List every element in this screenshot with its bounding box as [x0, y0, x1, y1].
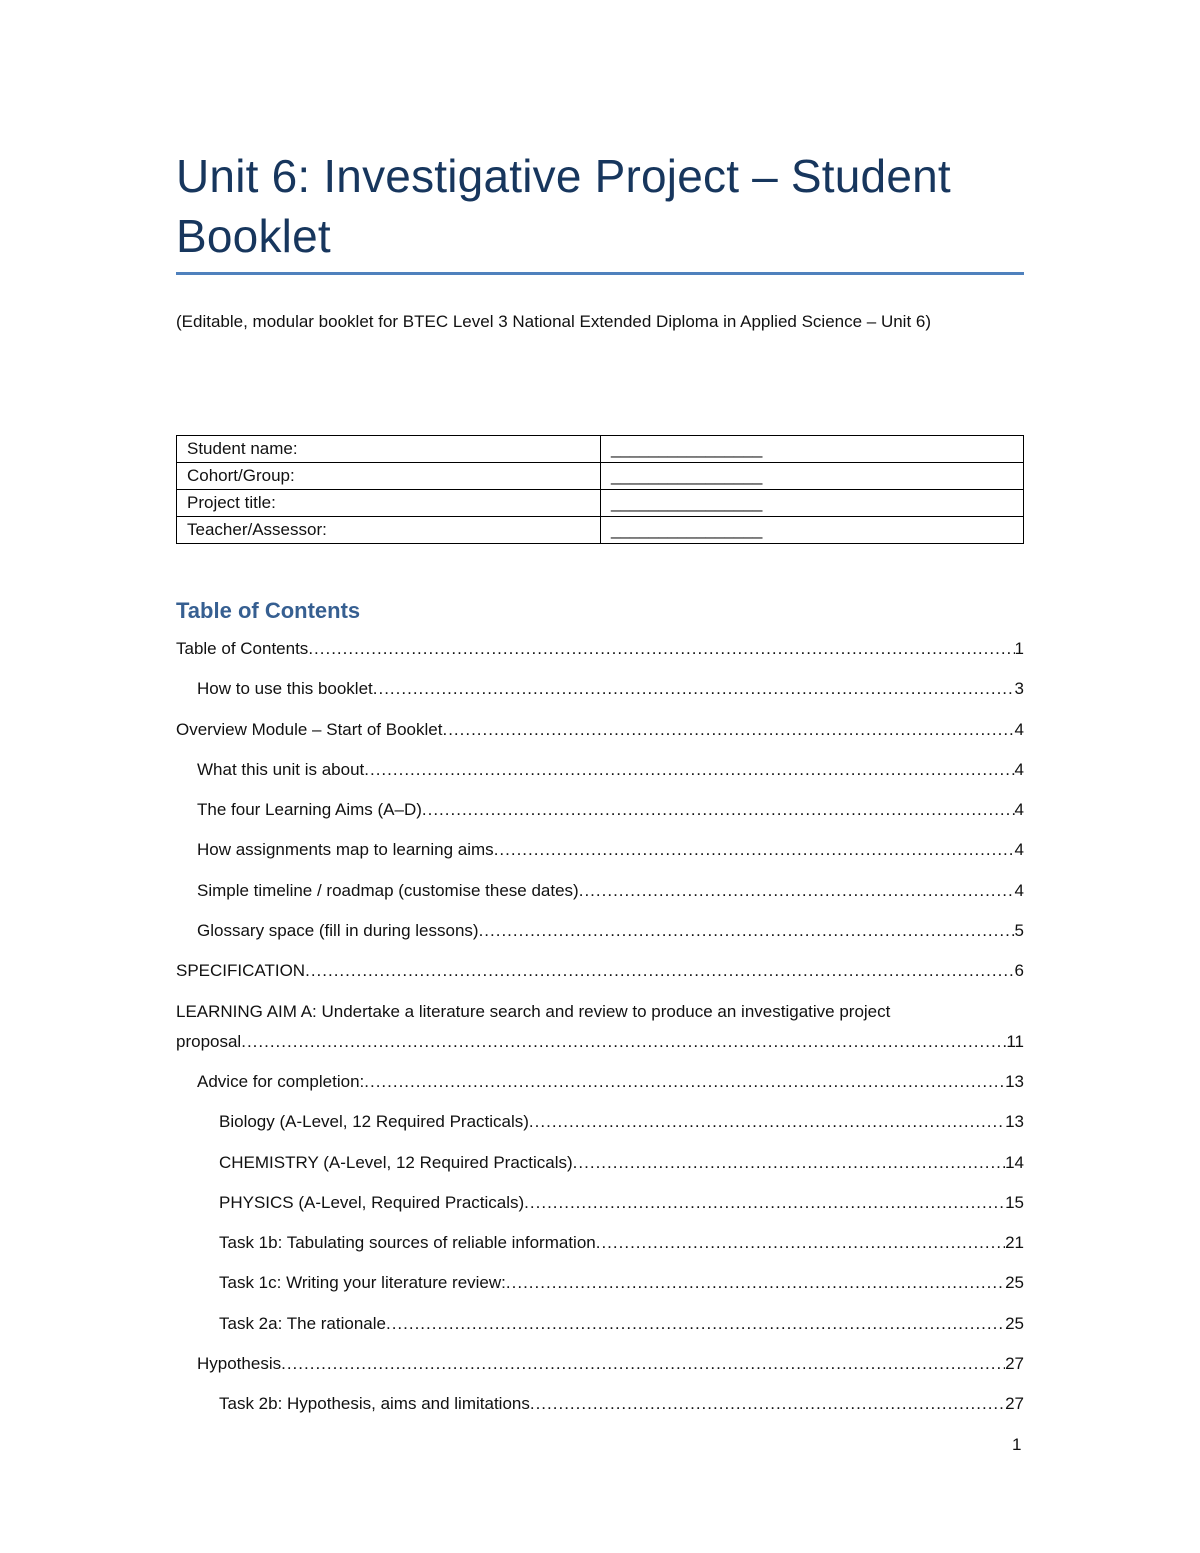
table-row	[177, 517, 1024, 544]
toc-leader-dots	[442, 715, 1014, 745]
toc-entry[interactable]	[176, 755, 1024, 785]
toc-entry[interactable]	[176, 795, 1024, 825]
toc-entry-text-line1: LEARNING AIM A: Undertake a literature search and review to produce an investigative project	[176, 1001, 891, 1021]
toc-entry-text: Task 1c: Writing your literature review:	[219, 1273, 506, 1293]
toc-entry-page: 27	[1005, 1354, 1024, 1374]
toc-leader-dots	[422, 795, 1015, 825]
toc-entry[interactable]	[176, 916, 1024, 946]
toc-leader-dots	[373, 674, 1015, 704]
toc-entry[interactable]	[176, 1309, 1024, 1339]
toc-entry-page: 1	[1014, 639, 1024, 658]
toc-entry[interactable]	[176, 1268, 1024, 1298]
toc-leader-dots	[494, 835, 1015, 865]
page-number: 1	[1012, 1435, 1022, 1454]
toc-entry-text: What this unit is about	[197, 759, 365, 779]
toc-entry-page: 13	[1005, 1112, 1024, 1132]
toc-entry-page: 25	[1005, 1273, 1024, 1293]
toc-leader-dots	[573, 1148, 1005, 1178]
toc-entry-text: SPECIFICATION	[176, 961, 306, 981]
toc-leader-dots	[364, 1067, 1005, 1097]
toc-entry-page: 11	[1006, 1031, 1024, 1051]
toc-entry-page: 6	[1014, 961, 1024, 981]
toc-entry[interactable]	[176, 674, 1024, 704]
document-subtitle: (Editable, modular booklet for BTEC Level 3 National Extended Diploma in Applied Science – Unit 6)	[176, 312, 932, 331]
toc-leader-dots	[386, 1309, 1005, 1339]
toc-entry-text: Overview Module – Start of Booklet	[176, 719, 443, 739]
toc-entry-text-line2: proposal	[176, 1031, 242, 1051]
toc-leader-dots	[506, 1268, 1005, 1298]
toc-entry-text: PHYSICS (A-Level, Required Practicals)	[219, 1192, 525, 1212]
toc-entry-page: 25	[1005, 1313, 1024, 1333]
toc-entry-page: 13	[1005, 1071, 1024, 1091]
table-row	[177, 463, 1024, 490]
toc-entry-text: Table of Contents	[176, 639, 309, 658]
document-title: Unit 6: Investigative Project – Student Booklet	[176, 150, 951, 262]
table-of-contents	[176, 634, 1024, 1430]
toc-entry-page: 4	[1014, 759, 1024, 779]
cohort-group-field[interactable]: ________________	[601, 463, 1024, 490]
toc-leader-dots	[479, 916, 1015, 946]
toc-entry-line2	[176, 1027, 1024, 1057]
toc-entry-page: 4	[1014, 880, 1024, 900]
toc-entry[interactable]	[176, 1349, 1024, 1379]
toc-entry-text: Simple timeline / roadmap (customise these dates)	[197, 880, 579, 900]
toc-entry[interactable]	[176, 715, 1024, 745]
toc-entry-text: Hypothesis	[197, 1354, 282, 1374]
student-name-label: Student name:	[177, 436, 601, 463]
toc-entry-text: Task 2a: The rationale	[219, 1313, 386, 1333]
student-info-table	[176, 435, 1024, 544]
toc-entry[interactable]	[176, 1188, 1024, 1218]
toc-entry[interactable]	[176, 956, 1024, 986]
toc-entry-text: Biology (A-Level, 12 Required Practicals)	[219, 1112, 529, 1132]
toc-entry[interactable]	[176, 634, 1024, 664]
toc-entry-text: How assignments map to learning aims	[197, 840, 494, 860]
teacher-assessor-field[interactable]: ________________	[601, 517, 1024, 544]
toc-entry-text: Task 2b: Hypothesis, aims and limitations	[219, 1394, 530, 1414]
toc-leader-dots	[579, 876, 1015, 906]
project-title-field[interactable]: ________________	[601, 490, 1024, 517]
toc-entry-page: 14	[1005, 1152, 1024, 1172]
toc-entry[interactable]	[176, 1148, 1024, 1178]
table-row	[177, 490, 1024, 517]
toc-entry-page: 3	[1014, 679, 1024, 699]
student-name-field[interactable]: ________________	[601, 436, 1024, 463]
toc-leader-dots	[524, 1188, 1005, 1218]
title-underline	[176, 272, 1024, 275]
toc-entry[interactable]	[176, 835, 1024, 865]
toc-leader-dots	[530, 1389, 1005, 1419]
toc-entry[interactable]	[176, 997, 1024, 1057]
table-row	[177, 436, 1024, 463]
toc-entry[interactable]	[176, 1067, 1024, 1097]
toc-entry-page: 15	[1005, 1192, 1024, 1212]
toc-leader-dots	[529, 1107, 1005, 1137]
teacher-assessor-label: Teacher/Assessor:	[177, 517, 601, 544]
toc-entry-text: The four Learning Aims (A–D)	[197, 800, 422, 820]
toc-entry-text: Task 1b: Tabulating sources of reliable information	[219, 1233, 596, 1253]
toc-entry[interactable]	[176, 876, 1024, 906]
toc-entry-page: 4	[1014, 800, 1024, 820]
toc-leader-dots	[364, 755, 1014, 785]
toc-heading: Table of Contents	[176, 598, 361, 623]
toc-entry[interactable]	[176, 1107, 1024, 1137]
toc-entry-page: 21	[1005, 1233, 1024, 1253]
toc-entry-page: 4	[1014, 840, 1024, 860]
toc-entry-text: How to use this booklet	[197, 679, 373, 699]
toc-entry-text: Glossary space (fill in during lessons)	[197, 921, 479, 941]
toc-entry-page: 5	[1014, 921, 1024, 941]
toc-leader-dots	[305, 956, 1014, 986]
toc-leader-dots	[596, 1228, 1005, 1258]
toc-entry[interactable]	[176, 1228, 1024, 1258]
toc-entry-page: 27	[1005, 1394, 1024, 1414]
toc-entry[interactable]	[176, 1389, 1024, 1419]
toc-entry-page: 4	[1014, 719, 1024, 739]
toc-entry-text: CHEMISTRY (A-Level, 12 Required Practicals)	[219, 1152, 573, 1172]
toc-leader-dots	[281, 1349, 1005, 1379]
cohort-group-label: Cohort/Group:	[177, 463, 601, 490]
toc-entry-text: Advice for completion:	[197, 1071, 365, 1091]
toc-leader-dots	[308, 634, 1014, 664]
project-title-label: Project title:	[177, 490, 601, 517]
toc-leader-dots	[241, 1027, 1006, 1057]
